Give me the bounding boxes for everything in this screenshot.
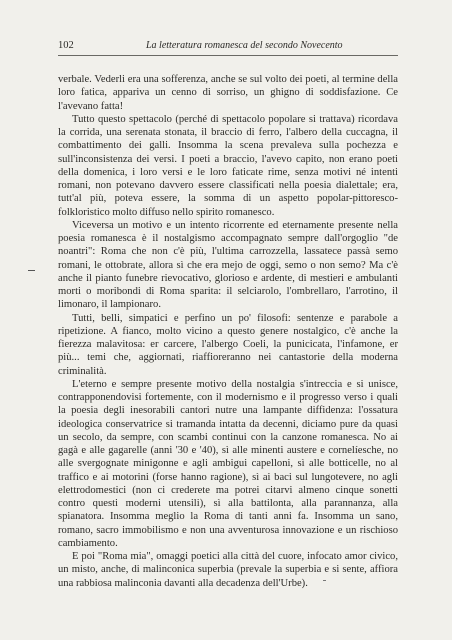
- page-header: [58, 40, 394, 54]
- paragraph: Viceversa un motivo e un intento ricorrente ed eternamente presente nella poesia romanesca è il nostalgismo accompagnato sempre dall'orgoglio "de noantri": Roma che non c'è più, l'ultima carrozzella, lassatece passà semo romani, le ottobrate, allora sì che era mejo de oggi, semo o non semo? Ma c'è anche il pianto funebre rievocativo, glorioso e ardente, di mestieri e ambulanti morti o moribondi di Roma sparita: il selciarolo, l'ombrellaro, l'arrotino, il limonaro, il lampionaro.: [58, 219, 398, 311]
- margin-mark: [28, 270, 35, 271]
- paragraph: E poi "Roma mia", omaggi poetici alla città del cuore, infocato amor civico, un misto, anche, di malinconica superbia (prevale la superbia e si sente, affiora una rabbiosa malinconia davanti alla decadenza dell'Urbe).: [58, 551, 398, 589]
- header-divider: [58, 55, 398, 56]
- paragraph: Tutto questo spettacolo (perché di spettacolo popolare si trattava) ricordava la corrida, una serenata stonata, il braccio di ferro, l'albero della cuccagna, il combattimento dei galli. Insomma la scena prevaleva sulla pochezza e sull'inconsistenza dei versi. I poeti a braccio, l'avevo capito, non erano poeti della domenica, i loro versi e le loro faticate rime, senza motivi né intenti romani, non potevano davvero essere classificati nella poesia dialettale; era, tutt'al più, poteva essere, la somma di un aspetto popolar-pittoresco-folkloristico molto diffuso nello spirito romanesco.: [58, 113, 398, 218]
- page-number: 102: [58, 40, 74, 51]
- paragraph: verbale. Vederli era una sofferenza, anche se sul volto dei poeti, al termine della loro fatica, appariva un cenno di sorriso, un ghigno di soddisfazione. Ce l'avevano fatta!: [58, 74, 398, 112]
- scan-speck: [323, 580, 326, 581]
- body-text: [58, 73, 398, 590]
- running-title: La letteratura romanesca del secondo Novecento: [146, 40, 343, 51]
- paragraph: L'eterno e sempre presente motivo della nostalgia s'intreccia e si unisce, contrapponendovisi fortemente, con il modernismo e il progresso verso i quali la poesia degli inesorabili cantori nutre una lampante diffidenza: l'ossatura ideologica conservatrice si tramanda intatta da decenni, diciamo pure da quasi un secolo, da sempre, con scambi continui con la canzone romanesca. No ai gagà e alle gagarelle (anni '30 e '40), sì alle minenti austere e cornelíesche, no alle svergognate minigonne e agli ambigui capelloni, sì alle botticelle, no al traffico e ai motorini (forse hanno ragione), sì ai baci sul lungotevere, no agli elettrodomestici (non ci crederete ma potrei citarvi almeno cinque sonetti contro questi moderni utensili), sì alla battilonta, alla parannanza, alla spianatora. Insomma meglio la Roma di tanti anni fa. Insomma un sano, romano, sacro immobilismo e non una avventurosa innovazione e un rischioso cambiamento.: [58, 378, 398, 549]
- paragraph: Tutti, belli, simpatici e perfino un po' filosofi: sentenze e parabole a ripetizione. A fianco, molto vicino a questo genere nostalgico, c'è anche la fierezza malavitosa: er carcere, l'albergo Coeli, la punicicata, l'infamone, er più... temi che, aggiornati, riaffioreranno nei cantastorie della moderna criminalità.: [58, 312, 398, 377]
